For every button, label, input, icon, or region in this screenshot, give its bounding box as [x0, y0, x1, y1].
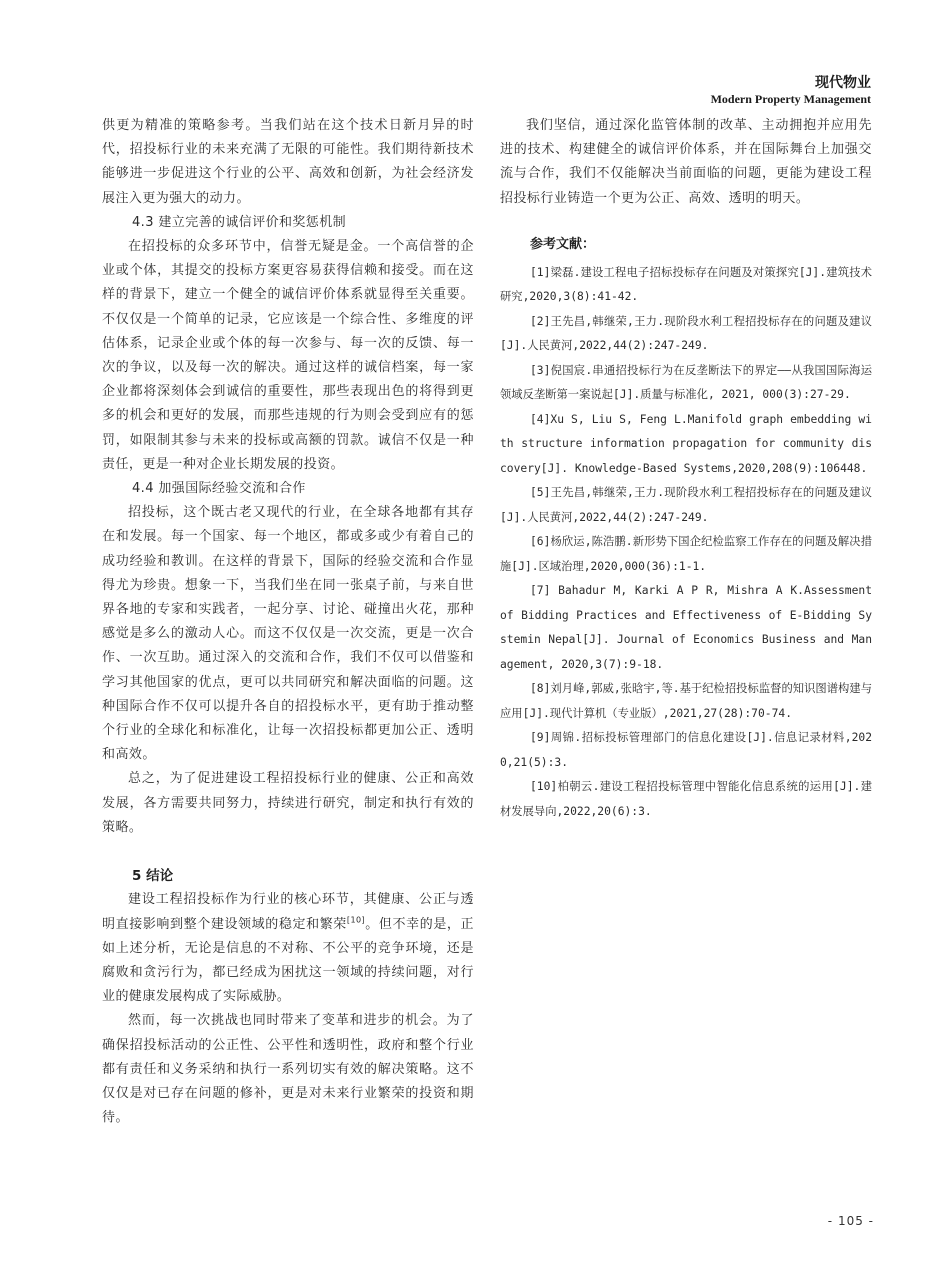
- right-column: [500, 114, 872, 824]
- left-column: [102, 114, 474, 1130]
- journal-header: [711, 74, 871, 106]
- paragraph-4-4: 招投标，这个既古老又现代的行业，在全球各地都有其存在和发展。每一个国家、每一个地区，都或多或少有着自己的成功经验和教训。在这样的背景下，国际的经验交流和合作显得尤为珍贵。想象一下，当我们坐在同一张桌子前，与来自世界各地的专家和实践者，一起分享、讨论、碰撞出火花，那种感觉是多么的激动人心。而这不仅仅是一次交流，更是一次合作、一次互助。通过深入的交流和合作，我们不仅可以借鉴和学习其他国家的优点，更可以共同研究和解决面临的问题。这种国际合作不仅可以提升各自的招投标水平，更有助于推动整个行业的全球化和标准化，让每一次招投标都更加公正、透明和高效。: [102, 505, 474, 763]
- reference-item: [5]王先昌,韩继荣,王力.现阶段水利工程招投标存在的问题及建议[J].人民黄河,2022,44(2):247-249.: [500, 486, 872, 524]
- reference-item: [1]梁磊.建设工程电子招标投标存在问题及对策探究[J].建筑技术研究,2020,3(8):41-42.: [500, 265, 872, 304]
- reference-item: [6]杨欣运,陈浩鹏.新形势下国企纪检监察工作存在的问题及解决措施[J].区域治理,2020,000(36):1-1.: [500, 535, 872, 573]
- reference-item: [2]王先昌,韩继荣,王力.现阶段水利工程招投标存在的问题及建议[J].人民黄河,2022,44(2):247-249.: [500, 314, 872, 353]
- reference-item: [7] Bahadur M, Karki A P R, Mishra A K.Assessment of Bidding Practices and Effectiveness of E-Bidding Systemin Nepal[J]. Journal of Economics Business and Management, 2020,3(7):9-18.: [500, 584, 872, 671]
- reference-item: [4]Xu S, Liu S, Feng L.Manifold graph embedding with structure information propagation for community discovery[J]. Knowledge-Based Systems,2020,208(9):106448.: [500, 412, 872, 475]
- references-title: 参考文献：: [530, 236, 596, 252]
- conclusion-paragraph-1: [102, 888, 474, 1009]
- conclusion-text-after-citation: 。但不幸的是，正如上述分析，无论是信息的不对称、不公平的竞争环境，还是腐败和贪污行为，都已经成为困扰这一领域的持续问题，对行业的健康发展构成了实际威胁。: [102, 916, 474, 1005]
- reference-list: [500, 261, 872, 825]
- conclusion-paragraph-2: 然而，每一次挑战也同时带来了变革和进步的机会。为了确保招投标活动的公正性、公平性和透明性，政府和整个行业都有责任和义务采纳和执行一系列切实有效的解决策略。这不仅仅是对已存在问题的修补，更是对未来行业繁荣的投资和期待。: [102, 1013, 474, 1126]
- section-heading-4-3: 4.3 建立完善的诚信评价和奖惩机制: [132, 214, 347, 230]
- conclusion-text-before-citation: 建设工程招投标作为行业的核心环节，其健康、公正与透明直接影响到整个建设领域的稳定和繁荣: [102, 892, 474, 932]
- reference-item: [10]柏朝云.建设工程招投标管理中智能化信息系统的运用[J].建材发展导向,2022,20(6):3.: [500, 780, 872, 818]
- summary-paragraph: 总之，为了促进建设工程招投标行业的健康、公正和高效发展，各方需要共同努力，持续进行研究，制定和执行有效的策略。: [102, 771, 474, 835]
- journal-title-cn: 现代物业: [815, 75, 871, 91]
- intro-paragraph: 供更为精准的策略参考。当我们站在这个技术日新月异的时代，招投标行业的未来充满了无限的可能性。我们期待新技术能够进一步促进这个行业的公平、高效和创新，为社会经济发展注入更为强大的动力。: [102, 118, 474, 206]
- reference-item: [3]倪国宸.串通招投标行为在反垄断法下的界定——从我国国际海运领域反垄断第一案说起[J].质量与标准化, 2021, 000(3):27-29.: [500, 363, 872, 402]
- paragraph-4-3: 在招投标的众多环节中，信誉无疑是金。一个高信誉的企业或个体，其提交的投标方案更容易获得信赖和接受。而在这样的背景下，建立一个健全的诚信评价体系就显得至关重要。不仅仅是一个简单的记录，它应该是一个综合性、多维度的评估体系，记录企业或个体的每一次参与、每一次的反馈、每一次的争议，以及每一次的解决。通过这样的诚信档案，每一家企业都将深刻体会到诚信的重要性，那些表现出色的将得到更多的机会和更好的发展，而那些违规的行为则会受到应有的惩罚，如限制其参与未来的投标或高额的罚款。诚信不仅是一种责任，更是一种对企业长期发展的投资。: [102, 239, 474, 472]
- section-heading-4-4: 4.4 加强国际经验交流和合作: [132, 481, 306, 497]
- journal-title-en: Modern Property Management: [710, 92, 871, 106]
- citation-marker: [10]: [346, 915, 366, 925]
- reference-item: [8]刘月峰,郭威,张晗宇,等.基于纪检招投标监督的知识图谱构建与应用[J].现代计算机（专业版）,2021,27(28):70-74.: [500, 682, 872, 720]
- reference-item: [9]周锦.招标投标管理部门的信息化建设[J].信息记录材料,2020,21(5):3.: [500, 731, 872, 769]
- closing-paragraph: 我们坚信，通过深化监管体制的改革、主动拥抱并应用先进的技术、构建健全的诚信评价体系，并在国际舞台上加强交流与合作，我们不仅能解决当前面临的问题，更能为建设工程招投标行业铸造一个更为公正、高效、透明的明天。: [500, 118, 872, 206]
- section-heading-5: 5 结论: [132, 868, 174, 885]
- page-number: - 105 -: [827, 1214, 874, 1228]
